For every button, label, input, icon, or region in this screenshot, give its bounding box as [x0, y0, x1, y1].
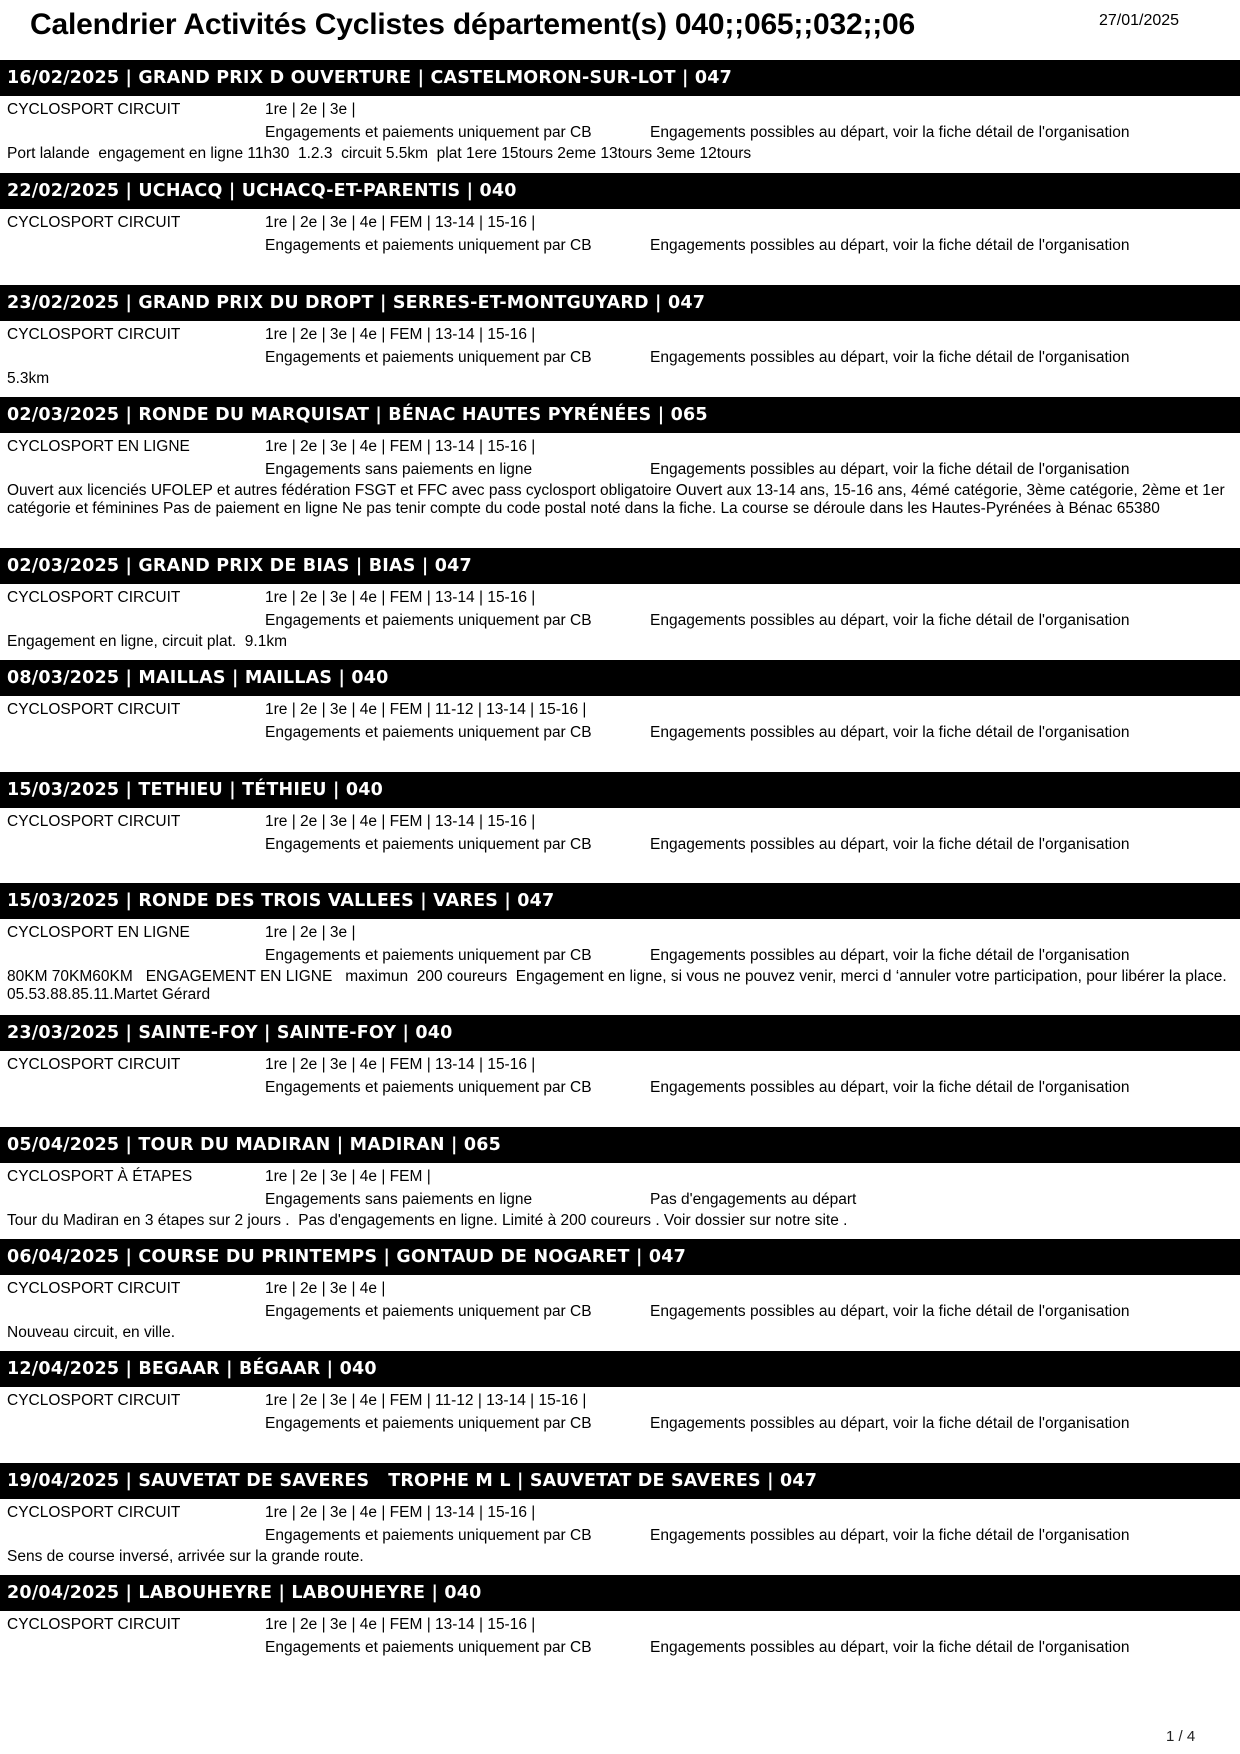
event-type: CYCLOSPORT CIRCUIT [7, 101, 181, 118]
event-header: 16/02/2025 | GRAND PRIX D OUVERTURE | CASTELMORON-SUR-LOT | 047 [0, 60, 1240, 96]
event-notes: Ouvert aux licenciés UFOLEP et autres fédération FSGT et FFC avec pass cyclosport obligatoire Ouvert aux 13-14 ans, 15-16 ans, 4émé catégorie, 3ème catégorie, 2ème et 1er catégorie et féminines Pas de paiement en ligne Ne pas tenir compte du code postal noté dans la fiche. La course se déroule dans les Hautes-Pyrénées à Bénac 65380 [7, 482, 1229, 517]
event-categories: 1re | 2e | 3e | 4e | FEM | 13-14 | 15-16 | [265, 326, 536, 343]
event-type: CYCLOSPORT CIRCUIT [7, 326, 181, 343]
event-header: 15/03/2025 | TETHIEU | TÉTHIEU | 040 [0, 772, 1240, 808]
event-header: 15/03/2025 | RONDE DES TROIS VALLEES | VARES | 047 [0, 883, 1240, 919]
event-categories: 1re | 2e | 3e | 4e | FEM | 13-14 | 15-16 | [265, 813, 536, 830]
event-categories: 1re | 2e | 3e | 4e | FEM | 13-14 | 15-16 | [265, 1616, 536, 1633]
event-depart: Engagements possibles au départ, voir la fiche détail de l'organisation [650, 461, 1130, 478]
event-header: 08/03/2025 | MAILLAS | MAILLAS | 040 [0, 660, 1240, 696]
event-depart: Engagements possibles au départ, voir la fiche détail de l'organisation [650, 1079, 1130, 1096]
event-payment: Engagements sans paiements en ligne [265, 461, 533, 478]
event-type: CYCLOSPORT CIRCUIT [7, 1616, 181, 1633]
event-depart: Engagements possibles au départ, voir la fiche détail de l'organisation [650, 237, 1130, 254]
event-depart: Engagements possibles au départ, voir la fiche détail de l'organisation [650, 947, 1130, 964]
event-payment: Engagements et paiements uniquement par CB [265, 1079, 592, 1096]
event-depart: Engagements possibles au départ, voir la fiche détail de l'organisation [650, 612, 1130, 629]
event-payment: Engagements et paiements uniquement par CB [265, 947, 592, 964]
event-payment: Engagements et paiements uniquement par CB [265, 612, 592, 629]
event-categories: 1re | 2e | 3e | 4e | FEM | 13-14 | 15-16 | [265, 1504, 536, 1521]
page-header [0, 0, 1240, 60]
event-payment: Engagements et paiements uniquement par CB [265, 1527, 592, 1544]
event-categories: 1re | 2e | 3e | 4e | [265, 1280, 386, 1297]
event-header: 02/03/2025 | GRAND PRIX DE BIAS | BIAS | 047 [0, 548, 1240, 584]
event-payment: Engagements et paiements uniquement par CB [265, 1415, 592, 1432]
event-type: CYCLOSPORT À ÉTAPES [7, 1168, 193, 1185]
event-categories: 1re | 2e | 3e | [265, 924, 356, 941]
event-payment: Engagements et paiements uniquement par CB [265, 1639, 592, 1656]
event-notes: Tour du Madiran en 3 étapes sur 2 jours . Pas d'engagements en ligne. Limité à 200 coureurs . Voir dossier sur notre site . [7, 1212, 848, 1229]
event-type: CYCLOSPORT CIRCUIT [7, 813, 181, 830]
event-depart: Engagements possibles au départ, voir la fiche détail de l'organisation [650, 1303, 1130, 1320]
event-categories: 1re | 2e | 3e | 4e | FEM | 11-12 | 13-14 | 15-16 | [265, 1392, 587, 1409]
event-notes: Sens de course inversé, arrivée sur la grande route. [7, 1548, 364, 1565]
event-notes: 80KM 70KM60KM ENGAGEMENT EN LIGNE maximun 200 coureurs Engagement en ligne, si vous ne pouvez venir, merci d ‘annuler votre participation, pour libérer la place. 05.53.88.85.11.Martet Gérard [7, 968, 1231, 1003]
event-depart: Pas d'engagements au départ [650, 1191, 857, 1208]
event-header: 19/04/2025 | SAUVETAT DE SAVERES TROPHE M L | SAUVETAT DE SAVERES | 047 [0, 1463, 1240, 1499]
event-type: CYCLOSPORT CIRCUIT [7, 1392, 181, 1409]
event-header: 02/03/2025 | RONDE DU MARQUISAT | BÉNAC HAUTES PYRÉNÉES | 065 [0, 397, 1240, 433]
event-header: 12/04/2025 | BEGAAR | BÉGAAR | 040 [0, 1351, 1240, 1387]
event-depart: Engagements possibles au départ, voir la fiche détail de l'organisation [650, 724, 1130, 741]
event-header: 20/04/2025 | LABOUHEYRE | LABOUHEYRE | 040 [0, 1575, 1240, 1611]
event-categories: 1re | 2e | 3e | 4e | FEM | 13-14 | 15-16 | [265, 589, 536, 606]
event-depart: Engagements possibles au départ, voir la fiche détail de l'organisation [650, 1639, 1130, 1656]
event-header: 23/02/2025 | GRAND PRIX DU DROPT | SERRES-ET-MONTGUYARD | 047 [0, 285, 1240, 321]
event-header: 23/03/2025 | SAINTE-FOY | SAINTE-FOY | 040 [0, 1015, 1240, 1051]
event-header: 05/04/2025 | TOUR DU MADIRAN | MADIRAN | 065 [0, 1127, 1240, 1163]
event-header: 22/02/2025 | UCHACQ | UCHACQ-ET-PARENTIS | 040 [0, 173, 1240, 209]
page-date: 27/01/2025 [1099, 12, 1180, 29]
event-notes: Engagement en ligne, circuit plat. 9.1km [7, 633, 288, 650]
event-type: CYCLOSPORT CIRCUIT [7, 1504, 181, 1521]
event-type: CYCLOSPORT CIRCUIT [7, 589, 181, 606]
event-type: CYCLOSPORT EN LIGNE [7, 924, 190, 941]
event-categories: 1re | 2e | 3e | 4e | FEM | 13-14 | 15-16 | [265, 1056, 536, 1073]
event-payment: Engagements sans paiements en ligne [265, 1191, 533, 1208]
event-depart: Engagements possibles au départ, voir la fiche détail de l'organisation [650, 1527, 1130, 1544]
event-type: CYCLOSPORT CIRCUIT [7, 1056, 181, 1073]
event-depart: Engagements possibles au départ, voir la fiche détail de l'organisation [650, 124, 1130, 141]
event-payment: Engagements et paiements uniquement par CB [265, 836, 592, 853]
event-categories: 1re | 2e | 3e | 4e | FEM | 11-12 | 13-14 | 15-16 | [265, 701, 587, 718]
event-depart: Engagements possibles au départ, voir la fiche détail de l'organisation [650, 349, 1130, 366]
event-categories: 1re | 2e | 3e | [265, 101, 356, 118]
event-payment: Engagements et paiements uniquement par CB [265, 349, 592, 366]
event-categories: 1re | 2e | 3e | 4e | FEM | 13-14 | 15-16 | [265, 214, 536, 231]
event-header: 06/04/2025 | COURSE DU PRINTEMPS | GONTAUD DE NOGARET | 047 [0, 1239, 1240, 1275]
event-type: CYCLOSPORT CIRCUIT [7, 214, 181, 231]
event-notes: 5.3km [7, 370, 50, 387]
page-title: Calendrier Activités Cyclistes département(s) 040;;065;;032;;06 [30, 8, 915, 41]
event-type: CYCLOSPORT CIRCUIT [7, 1280, 181, 1297]
event-depart: Engagements possibles au départ, voir la fiche détail de l'organisation [650, 1415, 1130, 1432]
event-payment: Engagements et paiements uniquement par CB [265, 724, 592, 741]
event-payment: Engagements et paiements uniquement par CB [265, 237, 592, 254]
event-type: CYCLOSPORT EN LIGNE [7, 438, 190, 455]
event-type: CYCLOSPORT CIRCUIT [7, 701, 181, 718]
event-notes: Nouveau circuit, en ville. [7, 1324, 175, 1341]
event-categories: 1re | 2e | 3e | 4e | FEM | [265, 1168, 431, 1185]
event-notes: Port lalande engagement en ligne 11h30 1.2.3 circuit 5.5km plat 1ere 15tours 2eme 13tours 3eme 12tours [7, 145, 752, 162]
event-categories: 1re | 2e | 3e | 4e | FEM | 13-14 | 15-16 | [265, 438, 536, 455]
event-payment: Engagements et paiements uniquement par CB [265, 1303, 592, 1320]
page-number: 1 / 4 [1166, 1728, 1196, 1745]
event-depart: Engagements possibles au départ, voir la fiche détail de l'organisation [650, 836, 1130, 853]
event-payment: Engagements et paiements uniquement par CB [265, 124, 592, 141]
